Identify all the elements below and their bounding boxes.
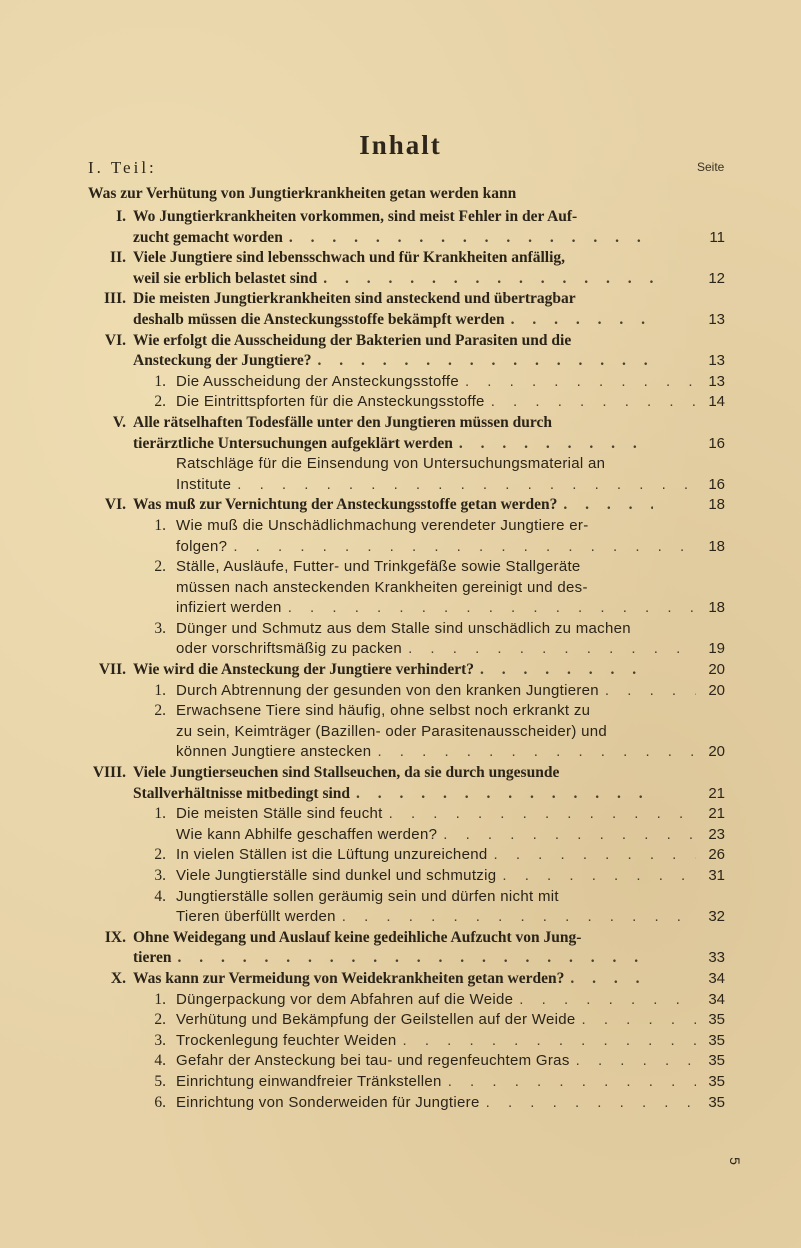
entry-page-number: 13 (708, 372, 725, 390)
dot-leader (494, 845, 697, 866)
entry-number: V. (112, 413, 126, 431)
entry-text-line: tieren (133, 949, 172, 967)
entry-page-number: 14 (708, 393, 725, 411)
entry-number: 1. (154, 805, 166, 823)
dot-leader (408, 639, 696, 660)
dot-leader (342, 907, 696, 928)
toc-subsection-entry (0, 1031, 801, 1052)
toc-subsection-entry (0, 619, 801, 660)
entry-page-number: 35 (708, 1093, 725, 1111)
entry-number: 1. (154, 681, 166, 699)
entry-number: 3. (154, 619, 166, 637)
entry-number: 2. (154, 846, 166, 864)
dot-leader (459, 434, 653, 455)
entry-page-number: 18 (708, 537, 725, 555)
toc-subsection-entry (0, 1010, 801, 1031)
entry-number: 2. (154, 702, 166, 720)
entry-number: 5. (154, 1072, 166, 1090)
toc-subsection-entry (0, 804, 801, 825)
dot-leader (502, 866, 696, 887)
toc-chapter-entry (0, 928, 801, 969)
dot-leader (605, 681, 696, 702)
entry-text-line: Die meisten Ställe sind feucht (176, 805, 383, 823)
toc-subsection-entry (0, 825, 801, 846)
entry-text-line: tierärztliche Untersuchungen aufgeklärt werden (133, 434, 453, 452)
entry-text-line: Die Ausscheidung der Ansteckungsstoffe (176, 372, 459, 390)
entry-number: VIII. (92, 764, 126, 782)
entry-text-line: Wo Jungtierkrankheiten vorkommen, sind meist Fehler in der Auf- (133, 208, 578, 225)
toc-subsection-entry (0, 557, 801, 619)
toc-subsection-entry (0, 454, 801, 495)
entry-text-line: folgen? (176, 537, 228, 555)
entry-text-line: Gefahr der Ansteckung bei tau- und regenfeuchtem Gras (176, 1052, 570, 1070)
part-label: I. Teil: (88, 158, 157, 177)
entry-text-line: deshalb müssen die Ansteckungsstoffe bekämpft werden (133, 310, 505, 328)
entry-text-line: Was kann zur Vermeidung von Weidekrankheiten getan werden? (133, 969, 565, 987)
dot-leader (177, 948, 653, 969)
entry-text-line: weil sie erblich belastet sind (133, 269, 318, 287)
page-column-label: Seite (697, 160, 725, 174)
entry-page-number: 18 (708, 496, 725, 514)
entry-page-number: 11 (709, 228, 725, 246)
toc-chapter-entry (0, 495, 801, 516)
toc-chapter-entry (0, 660, 801, 681)
entry-page-number: 35 (708, 1072, 725, 1090)
toc-chapter-entry (0, 207, 801, 248)
entry-page-number: 16 (708, 475, 725, 493)
dot-leader (448, 1072, 696, 1093)
entry-number: 6. (154, 1093, 166, 1111)
toc-subsection-entry (0, 681, 801, 702)
entry-page-number: 34 (708, 969, 725, 987)
entry-text-line: Verhütung und Bekämpfung der Geilstellen auf der Weide (176, 1011, 576, 1029)
entry-text-line: Ohne Weidegang und Auslauf keine gedeihliche Aufzucht von Jung- (133, 928, 582, 946)
part-heading: Was zur Verhütung von Jungtierkrankheiten getan werden kann (88, 185, 517, 202)
entry-number: 4. (154, 1052, 166, 1070)
entry-text-line: Wie erfolgt die Ausscheidung der Bakterien und Parasiten und die (133, 331, 572, 349)
entry-number: X. (110, 969, 126, 987)
entry-page-number: 20 (708, 743, 725, 761)
entry-text-line: Viele Jungtiere sind lebensschwach und für Krankheiten anfällig, (133, 249, 566, 267)
dot-leader (491, 392, 696, 413)
entry-number: 2. (154, 393, 166, 411)
entry-number: III. (104, 290, 126, 308)
entry-page-number: 20 (708, 681, 725, 699)
dot-leader (323, 269, 653, 290)
dot-leader (389, 804, 696, 825)
dot-leader (563, 495, 653, 516)
entry-page-number: 26 (708, 846, 725, 864)
entry-number: I. (116, 208, 126, 225)
entry-text-line: Düngerpackung vor dem Abfahren auf die Weide (176, 990, 514, 1008)
entry-page-number: 32 (708, 908, 725, 926)
entry-number: 1. (154, 372, 166, 390)
entry-number: 4. (154, 887, 166, 905)
entry-page-number: 33 (708, 949, 725, 967)
entry-page-number: 19 (708, 640, 725, 658)
dot-leader (356, 784, 653, 805)
dot-leader (486, 1093, 696, 1114)
entry-number: 2. (154, 1011, 166, 1029)
entry-text-line: Die meisten Jungtierkrankheiten sind ansteckend und übertragbar (133, 290, 576, 308)
entry-text-line: Die Eintrittspforten für die Ansteckungsstoffe (176, 393, 485, 411)
entry-page-number: 20 (708, 661, 725, 679)
entry-text-line: Wie wird die Ansteckung der Jungtiere verhindert? (133, 661, 474, 679)
entry-text-line: Ställe, Ausläufe, Futter- und Trinkgefäße sowie Stallgeräte (176, 558, 581, 576)
toc-chapter-entry (0, 331, 801, 372)
dot-leader (480, 660, 653, 681)
dot-leader (318, 351, 653, 372)
toc-subsection-entry (0, 516, 801, 557)
toc-subsection-entry (0, 1072, 801, 1093)
entry-text-line: Erwachsene Tiere sind häufig, ohne selbst noch erkrankt zu (176, 702, 591, 720)
entry-text-line: Ansteckung der Jungtiere? (133, 352, 312, 370)
entry-text-line: Einrichtung einwandfreier Tränkstellen (176, 1072, 442, 1090)
entry-page-number: 21 (708, 784, 725, 802)
entry-text-line: Was muß zur Vernichtung der Ansteckungsstoffe getan werden? (133, 496, 558, 514)
toc-subsection-entry (0, 392, 801, 413)
entry-number: VII. (98, 661, 126, 679)
toc-chapter-entry (0, 413, 801, 454)
dot-leader (576, 1051, 696, 1072)
entry-text-line: Ratschläge für die Einsendung von Untersuchungsmaterial an (176, 455, 606, 473)
entry-number: 2. (154, 558, 166, 576)
entry-text-line: Wie muß die Unschädlichmachung verendeter Jungtiere er- (176, 516, 589, 534)
entry-text-line: müssen nach ansteckenden Krankheiten gereinigt und des- (176, 578, 588, 596)
entry-page-number: 21 (708, 805, 725, 823)
toc-subsection-entry (0, 1051, 801, 1072)
entry-text-line: Wie kann Abhilfe geschaffen werden? (176, 825, 438, 843)
entry-page-number: 12 (708, 269, 725, 287)
toc-subsection-entry (0, 1093, 801, 1114)
entry-text-line: zucht gemacht worden (133, 228, 283, 246)
dot-leader (289, 228, 653, 249)
entry-text-line: Einrichtung von Sonderweiden für Jungtiere (176, 1093, 480, 1111)
dot-leader (582, 1010, 696, 1031)
dot-leader (519, 990, 696, 1011)
entry-page-number: 35 (708, 1011, 725, 1029)
entry-number: VI. (104, 496, 126, 514)
entry-number: II. (110, 249, 126, 267)
toc-subsection-entry (0, 887, 801, 928)
entry-number: VI. (104, 331, 126, 349)
entry-number: 3. (154, 1031, 166, 1049)
entry-number: 3. (154, 867, 166, 884)
toc-subsection-entry (0, 372, 801, 393)
entry-page-number: 31 (708, 867, 725, 884)
toc-subsection-entry (0, 701, 801, 763)
toc-subsection-entry (0, 866, 801, 887)
dot-leader (288, 598, 696, 619)
dot-leader (465, 372, 696, 393)
entry-page-number: 34 (708, 990, 725, 1008)
entry-page-number: 13 (708, 352, 725, 370)
dot-leader (233, 537, 696, 558)
dot-leader (237, 475, 696, 496)
entry-text-line: In vielen Ställen ist die Lüftung unzureichend (176, 846, 488, 864)
entry-text-line: Stallverhältnisse mitbedingt sind (133, 784, 351, 802)
toc-subsection-entry (0, 990, 801, 1011)
entry-text-line: Institute (176, 475, 232, 493)
entry-page-number: 35 (708, 1031, 725, 1049)
dot-leader (511, 310, 653, 331)
entry-text-line: oder vorschriftsmäßig zu packen (176, 640, 403, 658)
entry-page-number: 35 (708, 1052, 725, 1070)
entry-text-line: Tieren überfüllt werden (176, 908, 336, 926)
dot-leader (403, 1031, 697, 1052)
entry-text-line: Durch Abtrennung der gesunden von den kranken Jungtieren (176, 681, 599, 699)
entry-text-line: Viele Jungtierseuchen sind Stallseuchen, da sie durch ungesunde (133, 764, 560, 782)
toc-chapter-entry (0, 969, 801, 990)
entry-page-number: 16 (708, 434, 725, 452)
entry-page-number: 23 (708, 825, 725, 843)
entry-page-number: 13 (708, 310, 725, 328)
entry-text-line: Dünger und Schmutz aus dem Stalle sind unschädlich zu machen (176, 619, 631, 637)
page-title: Inhalt (359, 130, 442, 160)
entry-number: 1. (154, 516, 166, 534)
entry-number: 1. (154, 990, 166, 1008)
dot-leader (377, 742, 696, 763)
entry-text-line: Jungtierställe sollen geräumig sein und dürfen nicht mit (176, 887, 559, 905)
entry-text-line: Trockenlegung feuchter Weiden (176, 1031, 397, 1049)
dot-leader (570, 969, 653, 990)
entry-text-line: können Jungtiere anstecken (176, 743, 372, 761)
page-number: 5 (726, 1157, 743, 1165)
entry-page-number: 18 (708, 599, 725, 617)
toc-chapter-entry (0, 289, 801, 330)
entry-text-line: zu sein, Keimträger (Bazillen- oder Parasitenausscheider) und (176, 722, 608, 740)
dot-leader (443, 825, 696, 846)
entry-number: IX. (104, 928, 126, 946)
entry-text-line: Alle rätselhaften Todesfälle unter den Jungtieren müssen durch (133, 413, 552, 431)
toc-subsection-entry (0, 845, 801, 866)
toc-chapter-entry (0, 248, 801, 289)
entry-text-line: infiziert werden (176, 599, 282, 617)
table-of-contents (0, 207, 801, 1113)
entry-text-line: Viele Jungtierställe sind dunkel und schmutzig (176, 867, 497, 884)
toc-chapter-entry (0, 763, 801, 804)
